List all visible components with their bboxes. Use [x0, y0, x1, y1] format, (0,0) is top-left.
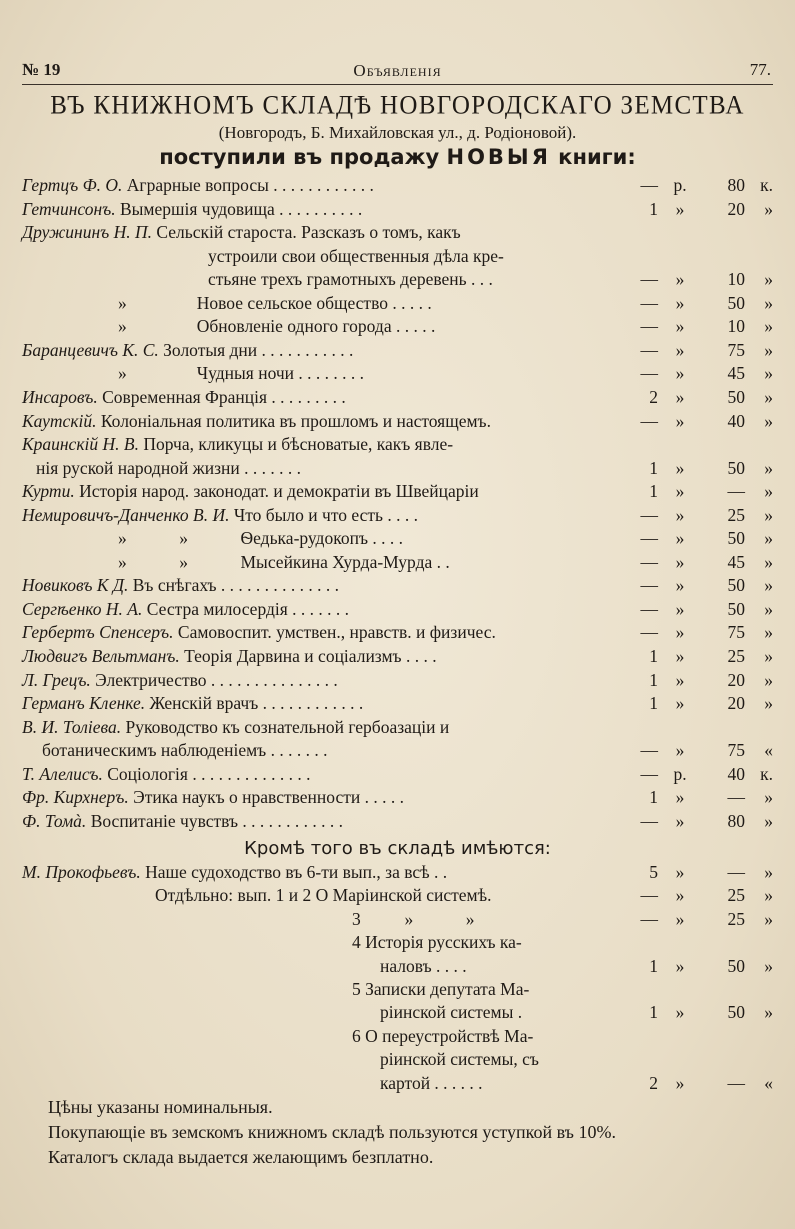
- book-entry: [22, 787, 404, 808]
- price-unit: »: [675, 575, 685, 596]
- book-entry: [380, 1002, 522, 1023]
- price-kopecks: 50: [727, 528, 745, 549]
- book-entry: [22, 764, 310, 785]
- price-unit: »: [675, 551, 685, 572]
- book-title: Электричество . . . . . . . . . . . . . . .: [90, 669, 338, 690]
- book-row: [22, 552, 773, 575]
- book-title: Исторія народ. законодат. и демократіи въ Швейцаріи: [74, 481, 479, 502]
- price-suffix: »: [764, 551, 773, 572]
- price-rubles: —: [640, 339, 658, 360]
- price-rubles: —: [640, 528, 658, 549]
- price-suffix: »: [764, 481, 773, 502]
- book-author: Ф. Томà.: [22, 810, 87, 831]
- book-author: Фр. Кирхнеръ.: [22, 787, 129, 808]
- book-title: устроили свои общественныя дѣла кре-: [208, 245, 504, 266]
- book-title: Золотыя дни . . . . . . . . . . .: [158, 339, 354, 360]
- book-title: ріинской системы, съ: [380, 1049, 539, 1070]
- book-title: ботаническимъ наблюденіемъ . . . . . . .: [42, 740, 328, 761]
- price-rubles: 1: [649, 457, 658, 478]
- price-kopecks: —: [727, 481, 745, 502]
- book-entry: [22, 481, 479, 502]
- book-entry: [380, 1049, 539, 1070]
- book-row: [22, 740, 773, 763]
- book-entry: [118, 528, 403, 549]
- price-kopecks: —: [727, 787, 745, 808]
- book-title: нія руской народной жизни . . . . . . .: [36, 457, 302, 478]
- price-kopecks: 40: [727, 763, 745, 784]
- price-suffix: »: [764, 955, 773, 976]
- book-row: [22, 811, 773, 834]
- book-entry: [352, 1026, 533, 1047]
- book-row: [22, 787, 773, 810]
- book-title: Вымершія чудовища . . . . . . . . . .: [115, 198, 363, 219]
- book-row: [22, 693, 773, 716]
- book-row: [22, 622, 773, 645]
- price-rubles: 1: [649, 955, 658, 976]
- book-title: Женскій врачъ . . . . . . . . . . . .: [145, 693, 364, 714]
- price-rubles: —: [640, 622, 658, 643]
- price-rubles: —: [640, 763, 658, 784]
- price-rubles: —: [640, 810, 658, 831]
- book-title: » Чудныя ночи . . . . . . . .: [118, 363, 365, 384]
- book-row: [22, 411, 773, 434]
- book-title: Колоніальная политика въ прошломъ и настоящемъ.: [96, 410, 491, 431]
- book-entry: [22, 387, 346, 408]
- issue-number: № 19: [22, 60, 61, 79]
- price-kopecks: 40: [727, 410, 745, 431]
- book-entry: [22, 862, 447, 883]
- book-entry: [380, 1073, 483, 1094]
- book-entry: [22, 599, 349, 620]
- book-entry: [352, 909, 475, 930]
- price-unit: »: [675, 885, 685, 906]
- price-unit: »: [675, 410, 685, 431]
- price-kopecks: —: [727, 1072, 745, 1093]
- price-suffix: «: [764, 740, 773, 761]
- book-entry: [22, 222, 461, 243]
- book-row: [22, 717, 773, 740]
- price-suffix: »: [764, 622, 773, 643]
- book-entry: [42, 740, 327, 761]
- price-suffix: »: [764, 693, 773, 714]
- price-suffix: »: [764, 810, 773, 831]
- book-entry: [208, 246, 504, 267]
- book-entry: [22, 646, 437, 667]
- price-kopecks: 50: [727, 598, 745, 619]
- price-rubles: —: [640, 740, 658, 761]
- book-author: Сергѣенко Н. А.: [22, 598, 143, 619]
- book-author: М. Прокофьевъ.: [22, 862, 141, 882]
- book-author: Гетчинсонъ.: [22, 198, 116, 219]
- price-unit: р.: [673, 763, 687, 784]
- book-author: Немировичъ-Данченко В. И.: [22, 504, 230, 525]
- price-suffix: »: [764, 316, 773, 337]
- book-entry: [22, 434, 453, 455]
- book-author: Людвигъ Вельтманъ.: [22, 646, 180, 666]
- section-title: Объявленія: [353, 61, 442, 80]
- book-row: [22, 1002, 773, 1025]
- book-entry: [118, 363, 364, 384]
- book-title: » » Мысейкина Хурда-Мурда . .: [118, 551, 450, 572]
- book-title: 4 Исторія русскихъ ка-: [352, 932, 522, 953]
- book-title: ріинской системы .: [380, 1002, 523, 1023]
- book-title: Теорія Дарвина и соціализмъ . . . .: [179, 646, 437, 666]
- price-kopecks: 50: [727, 575, 745, 596]
- price-unit: »: [675, 622, 685, 643]
- price-kopecks: 25: [727, 908, 745, 929]
- book-title: 6 О переустройствѣ Ма-: [352, 1025, 534, 1046]
- price-unit: »: [675, 528, 685, 549]
- footer-note-prices: Цѣны указаны номинальныя.: [48, 1097, 273, 1117]
- book-entry: [22, 693, 363, 714]
- book-entry: [22, 411, 491, 432]
- book-entry: [22, 717, 449, 738]
- price-suffix: к.: [760, 175, 773, 195]
- book-author: Гербертъ Спенсеръ.: [22, 622, 174, 643]
- price-kopecks: 50: [727, 1002, 745, 1023]
- price-kopecks: 45: [727, 363, 745, 384]
- price-kopecks: 80: [727, 810, 745, 831]
- book-author: Дружининъ Н. П.: [22, 222, 152, 243]
- price-rubles: —: [640, 598, 658, 619]
- book-entry: [36, 458, 301, 479]
- price-suffix: »: [764, 646, 773, 666]
- price-suffix: »: [764, 386, 773, 407]
- price-suffix: »: [764, 269, 773, 290]
- price-unit: р.: [673, 175, 687, 195]
- book-title: Аграрные вопросы . . . . . . . . . . . .: [122, 175, 374, 195]
- price-rubles: —: [640, 410, 658, 431]
- price-suffix: »: [764, 598, 773, 619]
- price-rubles: —: [640, 885, 658, 906]
- footer-note-catalog: Каталогъ склада выдается желающимъ безплатно.: [48, 1147, 434, 1167]
- book-row: [22, 175, 773, 198]
- price-suffix: »: [764, 410, 773, 431]
- book-entry: [352, 979, 529, 1000]
- price-suffix: »: [764, 787, 773, 808]
- book-row: [22, 481, 773, 504]
- price-suffix: »: [764, 1002, 773, 1023]
- price-rubles: 1: [649, 693, 658, 714]
- book-author: Краинскій Н. В.: [22, 434, 139, 455]
- book-title: Что было и что есть . . . .: [229, 504, 418, 525]
- price-unit: »: [675, 339, 685, 360]
- price-unit: »: [675, 481, 685, 502]
- price-suffix: »: [764, 575, 773, 596]
- book-title: Въ снѣгахъ . . . . . . . . . . . . . .: [128, 575, 340, 596]
- book-author: Л. Грецъ.: [22, 669, 91, 690]
- also-available-heading: Кромѣ того въ складѣ имѣются:: [244, 838, 551, 859]
- book-row: [22, 575, 773, 598]
- book-author: Германъ Кленке.: [22, 693, 146, 714]
- price-rubles: 1: [649, 481, 658, 502]
- book-row: [22, 979, 773, 1002]
- book-row: [22, 932, 773, 955]
- book-row: [22, 1026, 773, 1049]
- price-rubles: —: [640, 175, 658, 195]
- book-entry: [118, 552, 450, 573]
- book-row: [22, 764, 773, 787]
- book-row: [22, 862, 773, 885]
- price-kopecks: 25: [727, 885, 745, 906]
- price-kopecks: 50: [727, 457, 745, 478]
- price-suffix: »: [764, 908, 773, 929]
- price-kopecks: 25: [727, 646, 745, 666]
- book-row: [22, 340, 773, 363]
- book-entry: [118, 293, 432, 314]
- ad-address: (Новгородъ, Б. Михайловская ул., д. Родіоновой).: [218, 123, 577, 142]
- book-entry: [380, 956, 467, 977]
- book-row: [22, 199, 773, 222]
- price-unit: »: [675, 693, 685, 714]
- book-author: Каутскій.: [22, 410, 97, 431]
- price-suffix: »: [764, 292, 773, 313]
- price-kopecks: 50: [727, 955, 745, 976]
- book-title: Сестра милосердія . . . . . . .: [142, 598, 350, 619]
- book-title: Самовоспит. умствен., нравств. и физичес.: [173, 622, 496, 643]
- book-row: [22, 1049, 773, 1072]
- price-rubles: 1: [649, 1002, 658, 1023]
- book-entry: [155, 885, 491, 906]
- price-suffix: «: [764, 1072, 773, 1093]
- book-row: [22, 293, 773, 316]
- book-title: наловъ . . . .: [380, 955, 467, 976]
- price-kopecks: 10: [727, 316, 745, 337]
- book-title: Современная Франція . . . . . . . . .: [97, 386, 346, 407]
- book-row: [22, 956, 773, 979]
- book-author: Инсаровъ.: [22, 386, 98, 407]
- price-suffix: к.: [760, 763, 773, 784]
- book-entry: [118, 316, 435, 337]
- price-kopecks: 75: [727, 339, 745, 360]
- price-unit: »: [675, 862, 685, 882]
- price-rubles: —: [640, 908, 658, 929]
- book-title: Сельскій староста. Разсказъ о томъ, какъ: [152, 222, 461, 243]
- book-author: Гертцъ Ф. О.: [22, 175, 123, 195]
- book-title: Отдѣльно: вып. 1 и 2 О Маріинской системѣ.: [155, 885, 492, 906]
- price-rubles: 1: [649, 787, 658, 808]
- price-kopecks: 45: [727, 551, 745, 572]
- book-row: [22, 505, 773, 528]
- subtitle-post: книги:: [550, 145, 636, 169]
- price-suffix: »: [764, 198, 773, 219]
- book-title: 3 » »: [352, 908, 475, 929]
- price-rubles: —: [640, 551, 658, 572]
- price-kopecks: 10: [727, 269, 745, 290]
- book-title: Руководство къ сознательной гербоазаціи и: [121, 716, 450, 737]
- price-kopecks: 20: [727, 669, 745, 690]
- page-header: [22, 58, 773, 85]
- price-unit: »: [675, 386, 685, 407]
- book-author: В. И. Толіева.: [22, 716, 122, 737]
- book-title: Порча, кликуцы и бѣсноватые, какъ явле-: [138, 434, 454, 455]
- ad-subtitle: [22, 145, 773, 169]
- price-unit: »: [675, 669, 685, 690]
- book-row: [22, 246, 773, 269]
- book-entry: [22, 505, 418, 526]
- price-unit: »: [675, 198, 685, 219]
- price-unit: »: [675, 908, 685, 929]
- price-unit: »: [675, 646, 685, 666]
- book-row: [22, 316, 773, 339]
- price-kopecks: 75: [727, 740, 745, 761]
- book-row: [22, 387, 773, 410]
- book-title: стьяне трехъ грамотныхъ деревень . . .: [208, 269, 493, 290]
- price-kopecks: 50: [727, 292, 745, 313]
- book-author: Новиковъ К Д.: [22, 575, 129, 596]
- book-row: [22, 363, 773, 386]
- book-title: Соціологія . . . . . . . . . . . . . .: [102, 763, 311, 784]
- price-kopecks: 20: [727, 198, 745, 219]
- price-suffix: »: [764, 504, 773, 525]
- price-kopecks: —: [727, 862, 745, 882]
- price-rubles: —: [640, 363, 658, 384]
- price-suffix: »: [764, 528, 773, 549]
- price-rubles: 2: [649, 386, 658, 407]
- price-suffix: »: [764, 885, 773, 906]
- book-entry: [352, 932, 522, 953]
- price-rubles: 2: [649, 1072, 658, 1093]
- footer-note-discount: Покупающіе въ земскомъ книжномъ складѣ пользуются уступкой въ 10%.: [48, 1122, 616, 1142]
- price-unit: »: [675, 363, 685, 384]
- book-title: Этика наукъ о нравственности . . . . .: [128, 787, 404, 808]
- price-rubles: 1: [649, 646, 658, 666]
- book-row: [22, 269, 773, 292]
- book-title: Воспитаніе чувствъ . . . . . . . . . . . .: [86, 810, 344, 831]
- book-row: [22, 885, 773, 908]
- book-entry: [22, 340, 353, 361]
- book-entry: [22, 670, 338, 691]
- book-author: Т. Алелисъ.: [22, 763, 103, 784]
- price-suffix: »: [764, 363, 773, 384]
- price-unit: »: [675, 292, 685, 313]
- price-rubles: —: [640, 269, 658, 290]
- subtitle-pre: поступили въ продажу: [159, 145, 447, 169]
- price-rubles: 5: [649, 862, 658, 882]
- price-unit: »: [675, 598, 685, 619]
- price-suffix: »: [764, 457, 773, 478]
- book-title: » » Ѳедька-рудокопъ . . . .: [118, 528, 403, 549]
- book-row: [22, 670, 773, 693]
- price-rubles: —: [640, 575, 658, 596]
- book-title: картой . . . . . .: [380, 1072, 483, 1093]
- book-entry: [22, 622, 496, 643]
- book-entry: [208, 269, 493, 290]
- price-kopecks: 20: [727, 693, 745, 714]
- price-unit: »: [675, 787, 685, 808]
- price-kopecks: 80: [727, 175, 745, 195]
- price-unit: »: [675, 269, 685, 290]
- page-number: 77.: [749, 60, 771, 79]
- price-unit: »: [675, 740, 685, 761]
- book-title: » Новое сельское общество . . . . .: [118, 292, 432, 313]
- book-row: [22, 528, 773, 551]
- book-entry: [22, 811, 343, 832]
- price-suffix: »: [764, 669, 773, 690]
- price-kopecks: 25: [727, 504, 745, 525]
- subtitle-accent: НОВЫЯ: [446, 145, 551, 169]
- book-row: [22, 1073, 773, 1096]
- price-kopecks: 75: [727, 622, 745, 643]
- price-rubles: —: [640, 504, 658, 525]
- book-row: [22, 434, 773, 457]
- price-unit: »: [675, 810, 685, 831]
- book-entry: [22, 575, 339, 596]
- price-unit: »: [675, 1072, 685, 1093]
- ad-title: ВЪ КНИЖНОМЪ СКЛАДѢ НОВГОРОДСКАГО ЗЕМСТВА: [50, 91, 745, 120]
- book-entry: [22, 199, 362, 220]
- price-rubles: 1: [649, 669, 658, 690]
- price-unit: »: [675, 316, 685, 337]
- price-rubles: 1: [649, 198, 658, 219]
- book-row: [22, 458, 773, 481]
- price-suffix: »: [764, 339, 773, 360]
- book-row: [22, 222, 773, 245]
- book-row: [22, 599, 773, 622]
- price-rubles: —: [640, 316, 658, 337]
- price-unit: »: [675, 504, 685, 525]
- book-row: [22, 646, 773, 669]
- price-unit: »: [675, 457, 685, 478]
- price-kopecks: 50: [727, 386, 745, 407]
- book-author: Баранцевичъ К. С.: [22, 339, 159, 360]
- book-title: 5 Записки депутата Ма-: [352, 979, 530, 999]
- book-author: Курти.: [22, 481, 75, 502]
- book-title: » Обновленіе одного города . . . . .: [118, 316, 436, 337]
- price-unit: »: [675, 955, 685, 976]
- price-unit: »: [675, 1002, 685, 1023]
- book-entry: [22, 175, 374, 196]
- price-rubles: —: [640, 292, 658, 313]
- book-title: Наше судоходство въ 6-ти вып., за всѣ . .: [140, 862, 448, 882]
- book-row: [22, 909, 773, 932]
- price-suffix: »: [764, 862, 773, 882]
